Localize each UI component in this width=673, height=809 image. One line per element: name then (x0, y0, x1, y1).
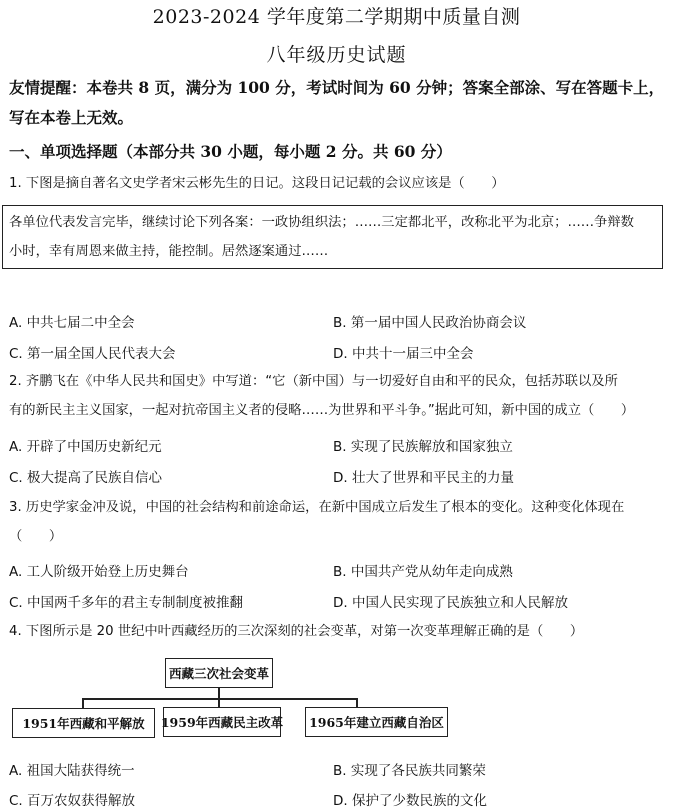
q1-option-a: A. 中共七届二中全会 (9, 315, 135, 331)
section-heading: 一、单项选择题（本部分共 30 小题，每小题 2 分。共 60 分） (9, 142, 452, 161)
q2-stem (9, 367, 665, 425)
exam-title: 2023-2024 学年度第二学期期中质量自测 (152, 6, 521, 28)
q3-option-d: D. 中国人民实现了民族独立和人民解放 (333, 595, 568, 611)
diagram-box-1951: 1951年西藏和平解放 (12, 708, 155, 738)
notice-line-1: 友情提醒：本卷共 8 页，满分为 100 分，考试时间为 60 分钟；答案全部涂、写在答题卡上， (9, 78, 665, 97)
q3-option-a: A. 工人阶级开始登上历史舞台 (9, 564, 189, 580)
q1-option-d: D. 中共十一届三中全会 (333, 346, 474, 362)
q3-option-c: C. 中国两千多年的君主专制制度被推翻 (9, 595, 244, 611)
q3-option-b: B. 中国共产党从幼年走向成熟 (333, 564, 513, 580)
diagram-top-box: 西藏三次社会变革 (165, 658, 273, 688)
q4-option-c: C. 百万农奴获得解放 (9, 793, 136, 809)
q1-option-c: C. 第一届全国人民代表大会 (9, 346, 176, 362)
q2-option-c: C. 极大提高了民族自信心 (9, 470, 163, 486)
q1-option-b: B. 第一届中国人民政治协商会议 (333, 315, 527, 331)
diagram-box-1965: 1965年建立西藏自治区 (305, 707, 448, 737)
q4-option-b: B. 实现了各民族共同繁荣 (333, 763, 486, 779)
q3-stem (9, 493, 665, 551)
q2-option-b: B. 实现了民族解放和国家独立 (333, 439, 513, 455)
notice-line-2: 写在本卷上无效。 (9, 108, 134, 127)
q2-option-d: D. 壮大了世界和平民主的力量 (333, 470, 514, 486)
q3-stem-line-1: 3. 历史学家金冲及说，中国的社会结构和前途命运，在新中国成立后发生了根本的变化。这种变化体现在 (9, 500, 625, 515)
q2-stem-line-1: 2. 齐鹏飞在《中华人民共和国史》中写道：“它（新中国）与一切爱好自由和平的民众，包括苏联以及所 (9, 374, 618, 389)
diagram-box-1959: 1959年西藏民主改革 (163, 707, 281, 737)
q4-stem: 4. 下图所示是 20 世纪中叶西藏经历的三次深刻的社会变革，对第一次变革理解正确的是（ ） (9, 624, 584, 639)
q4-option-a: A. 祖国大陆获得统一 (9, 763, 135, 779)
exam-subtitle: 八年级历史试题 (266, 44, 407, 66)
q2-stem-line-2: 有的新民主主义国家，一起对抗帝国主义者的侵略……为世界和平斗争。”据此可知，新中国的成立（ ） (9, 403, 635, 418)
q4-option-d: D. 保护了少数民族的文化 (333, 793, 487, 809)
q1-quote-box (2, 205, 663, 269)
q1-quote-line-2: 小时，幸有周恩来做主持，能控制。居然逐案通过…… (9, 244, 329, 259)
diagram-connector-left (82, 698, 84, 708)
q1-stem: 1. 下图是摘自著名文史学者宋云彬先生的日记。这段日记记载的会议应该是（ ） (9, 176, 505, 191)
q2-option-a: A. 开辟了中国历史新纪元 (9, 439, 162, 455)
q1-quote-line-1: 各单位代表发言完毕，继续讨论下列各案：一政协组织法；……三定都北平，改称北平为北京；……争辩数 (9, 215, 634, 230)
q3-stem-line-2: （ ） (9, 529, 63, 544)
